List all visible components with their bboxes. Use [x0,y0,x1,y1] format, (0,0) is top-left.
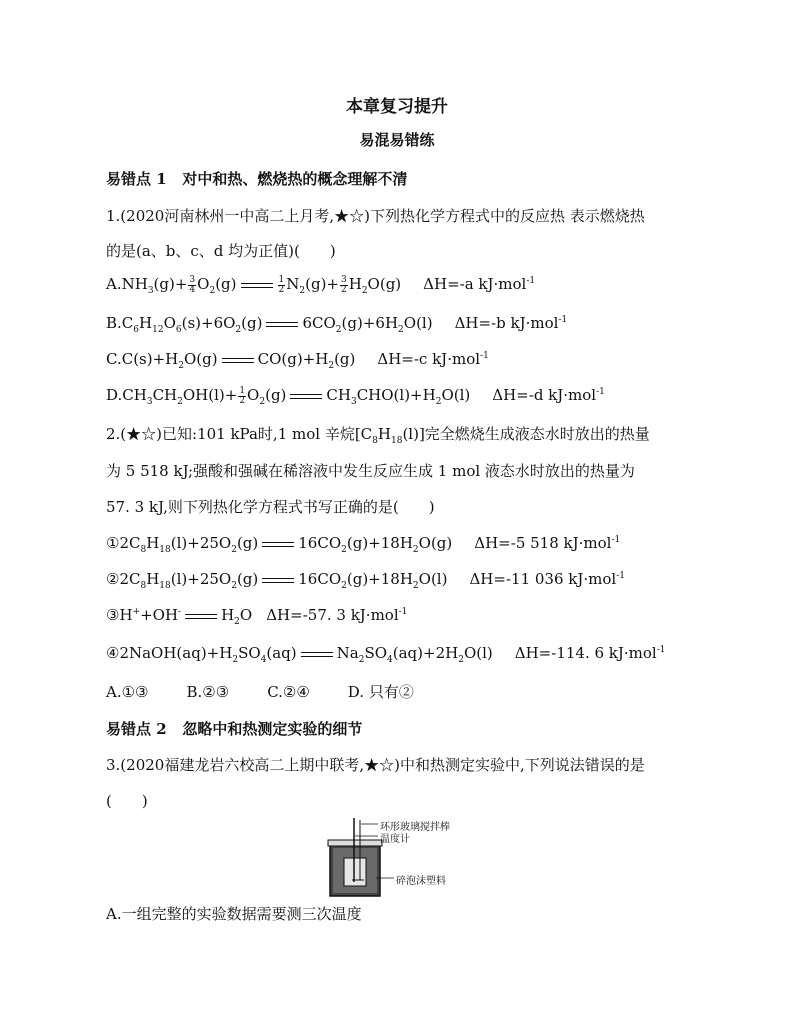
fraction: $\frac{3}{2}$ [340,274,347,295]
section-heading-1 [106,168,407,189]
superscript: -1 [558,315,568,325]
equation-arrow [241,283,273,288]
choice-c: C.②④ [267,683,310,701]
equation-arrow [266,322,298,327]
superscript: -1 [398,607,408,617]
page-title: 本章复习提升 [346,97,448,117]
choice-a: A.①③ [106,683,149,701]
fraction: $\frac{1}{2}$ [239,385,246,406]
q1-option-c: $C.C(s)+H_2O(g)$ $CO(g)+H_2(g)$ ΔH=-c kJ·mol$^{-1}$ [106,350,489,371]
q3-option-a: A.一组完整的实验数据需要测三次温度 [106,905,362,923]
calorimeter-figure [320,818,480,898]
delta-h: ΔH=-5 518 kJ·mol [474,534,612,552]
delta-h: ΔH=-c kJ·mol [377,350,481,368]
q2-line1-text: 2.(★☆)已知:101 kPa时,1 mol 辛烷[C [106,425,373,443]
equation-arrow [185,614,217,619]
q2-line3: 57. 3 kJ,则下列热化学方程式书写正确的是( ) [106,498,435,516]
q2-equation-2: $②2C_8H_{18}(l)+25O_2(g)$ $16CO_2(g)+18H_2O(l)$ ΔH=-11 036 kJ·mol$^{-1}$ [106,570,625,591]
delta-h: ΔH=-a kJ·mol [423,275,527,293]
q3-line2: ( ) [106,792,148,810]
choice-b: B.②③ [186,683,230,701]
page-subtitle: 易混易错练 [359,131,435,149]
option-a-prefix: A.NH [106,275,148,293]
choice-d: D. 只有② [347,683,414,701]
delta-h: ΔH=-57. 3 kJ·mol [266,606,399,624]
superscript: -1 [596,387,605,397]
superscript: -1 [480,351,489,361]
q1-line1: 1.(2020河南林州一中高二上月考,★☆)下列热化学方程式中的反应热 表示燃烧热 [106,207,645,225]
label-foam: 碎泡沫塑料 [396,876,446,887]
section-label: 易错点 2 [106,720,167,738]
q2-line1-tail: (l)]完全燃烧生成液态水时放出的热量 [402,425,650,443]
inner-beaker [344,858,366,886]
q2-equation-3: ③H++OH- $H_2O$ ΔH=-57. 3 kJ·mol$^{-1}$ [106,606,408,627]
q2-line2: 为 5 518 kJ;强酸和强碱在稀溶液中发生反应生成 1 mol 液态水时放出的热量为 [106,462,635,480]
superscript: -1 [656,645,666,655]
delta-h: ΔH=-11 036 kJ·mol [469,570,617,588]
equation-arrow [262,542,294,547]
superscript: -1 [616,571,625,581]
section-heading-2 [106,718,362,739]
equation-arrow [301,652,333,657]
section-label: 易错点 1 [106,170,167,188]
equation-arrow [290,394,322,399]
section-text: 对中和热、燃烧热的概念理解不清 [182,170,408,188]
q3-line1: 3.(2020福建龙岩六校高二上期中联考,★☆)中和热测定实验中,下列说法错误的是 [106,756,645,774]
fraction: $\frac{1}{2}$ [278,274,285,295]
superscript: -1 [526,276,536,286]
lid [328,840,382,846]
q2-line1: 2.(★☆)已知:101 kPa时,1 mol 辛烷$[C_8H_{18}(l)]$完全燃烧生成液态水时放出的热量 [106,425,650,446]
label-stirrer: 环形玻璃搅拌棒 [380,822,450,833]
label-thermometer: 温度计 [380,834,410,845]
q2-equation-1: $①2C_8H_{18}(l)+25O_2(g)$ $16CO_2(g)+18H_2O(g)$ ΔH=-5 518 kJ·mol$^{-1}$ [106,534,621,555]
fraction: $\frac{3}{4}$ [189,274,196,295]
section-text: 忽略中和热测定实验的细节 [182,720,363,738]
delta-h: ΔH=-114. 6 kJ·mol [514,644,657,662]
q1-option-b: $B.C_6H_{12}O_6(s)+6O_2(g)$ $6CO_2(g)+6H_2O(l)$ ΔH=-b kJ·mol$^{-1}$ [106,314,568,335]
delta-h: ΔH=-d kJ·mol [492,386,597,404]
equation-arrow [222,358,254,363]
q1-option-a: $A.NH_3(g)+$ $\frac{3}{4}$ $O_2(g)$ $\frac{1}{2}$ $N_2(g)+$ $\frac{3}{2}$ $H_2O(g)$ ΔH=-a kJ·mol$^{-1}$ [106,274,536,296]
equation-arrow [262,578,294,583]
delta-h: ΔH=-b kJ·mol [454,314,559,332]
superscript: -1 [611,535,621,545]
q2-equation-4: $④2NaOH(aq)+H_2SO_4(aq)$ $Na_2SO_4(aq)+2H_2O(l)$ ΔH=-114. 6 kJ·mol$^{-1}$ [106,644,666,665]
q1-option-d: $D.CH_3CH_2OH(l)+$ $\frac{1}{2}$ $O_2(g)$ $CH_3CHO(l)+H_2O(l)$ ΔH=-d kJ·mol$^{-1}$ [106,385,605,407]
q1-line2: 的是(a、b、c、d 均为正值)( ) [106,242,336,260]
q2-choices [106,681,452,702]
